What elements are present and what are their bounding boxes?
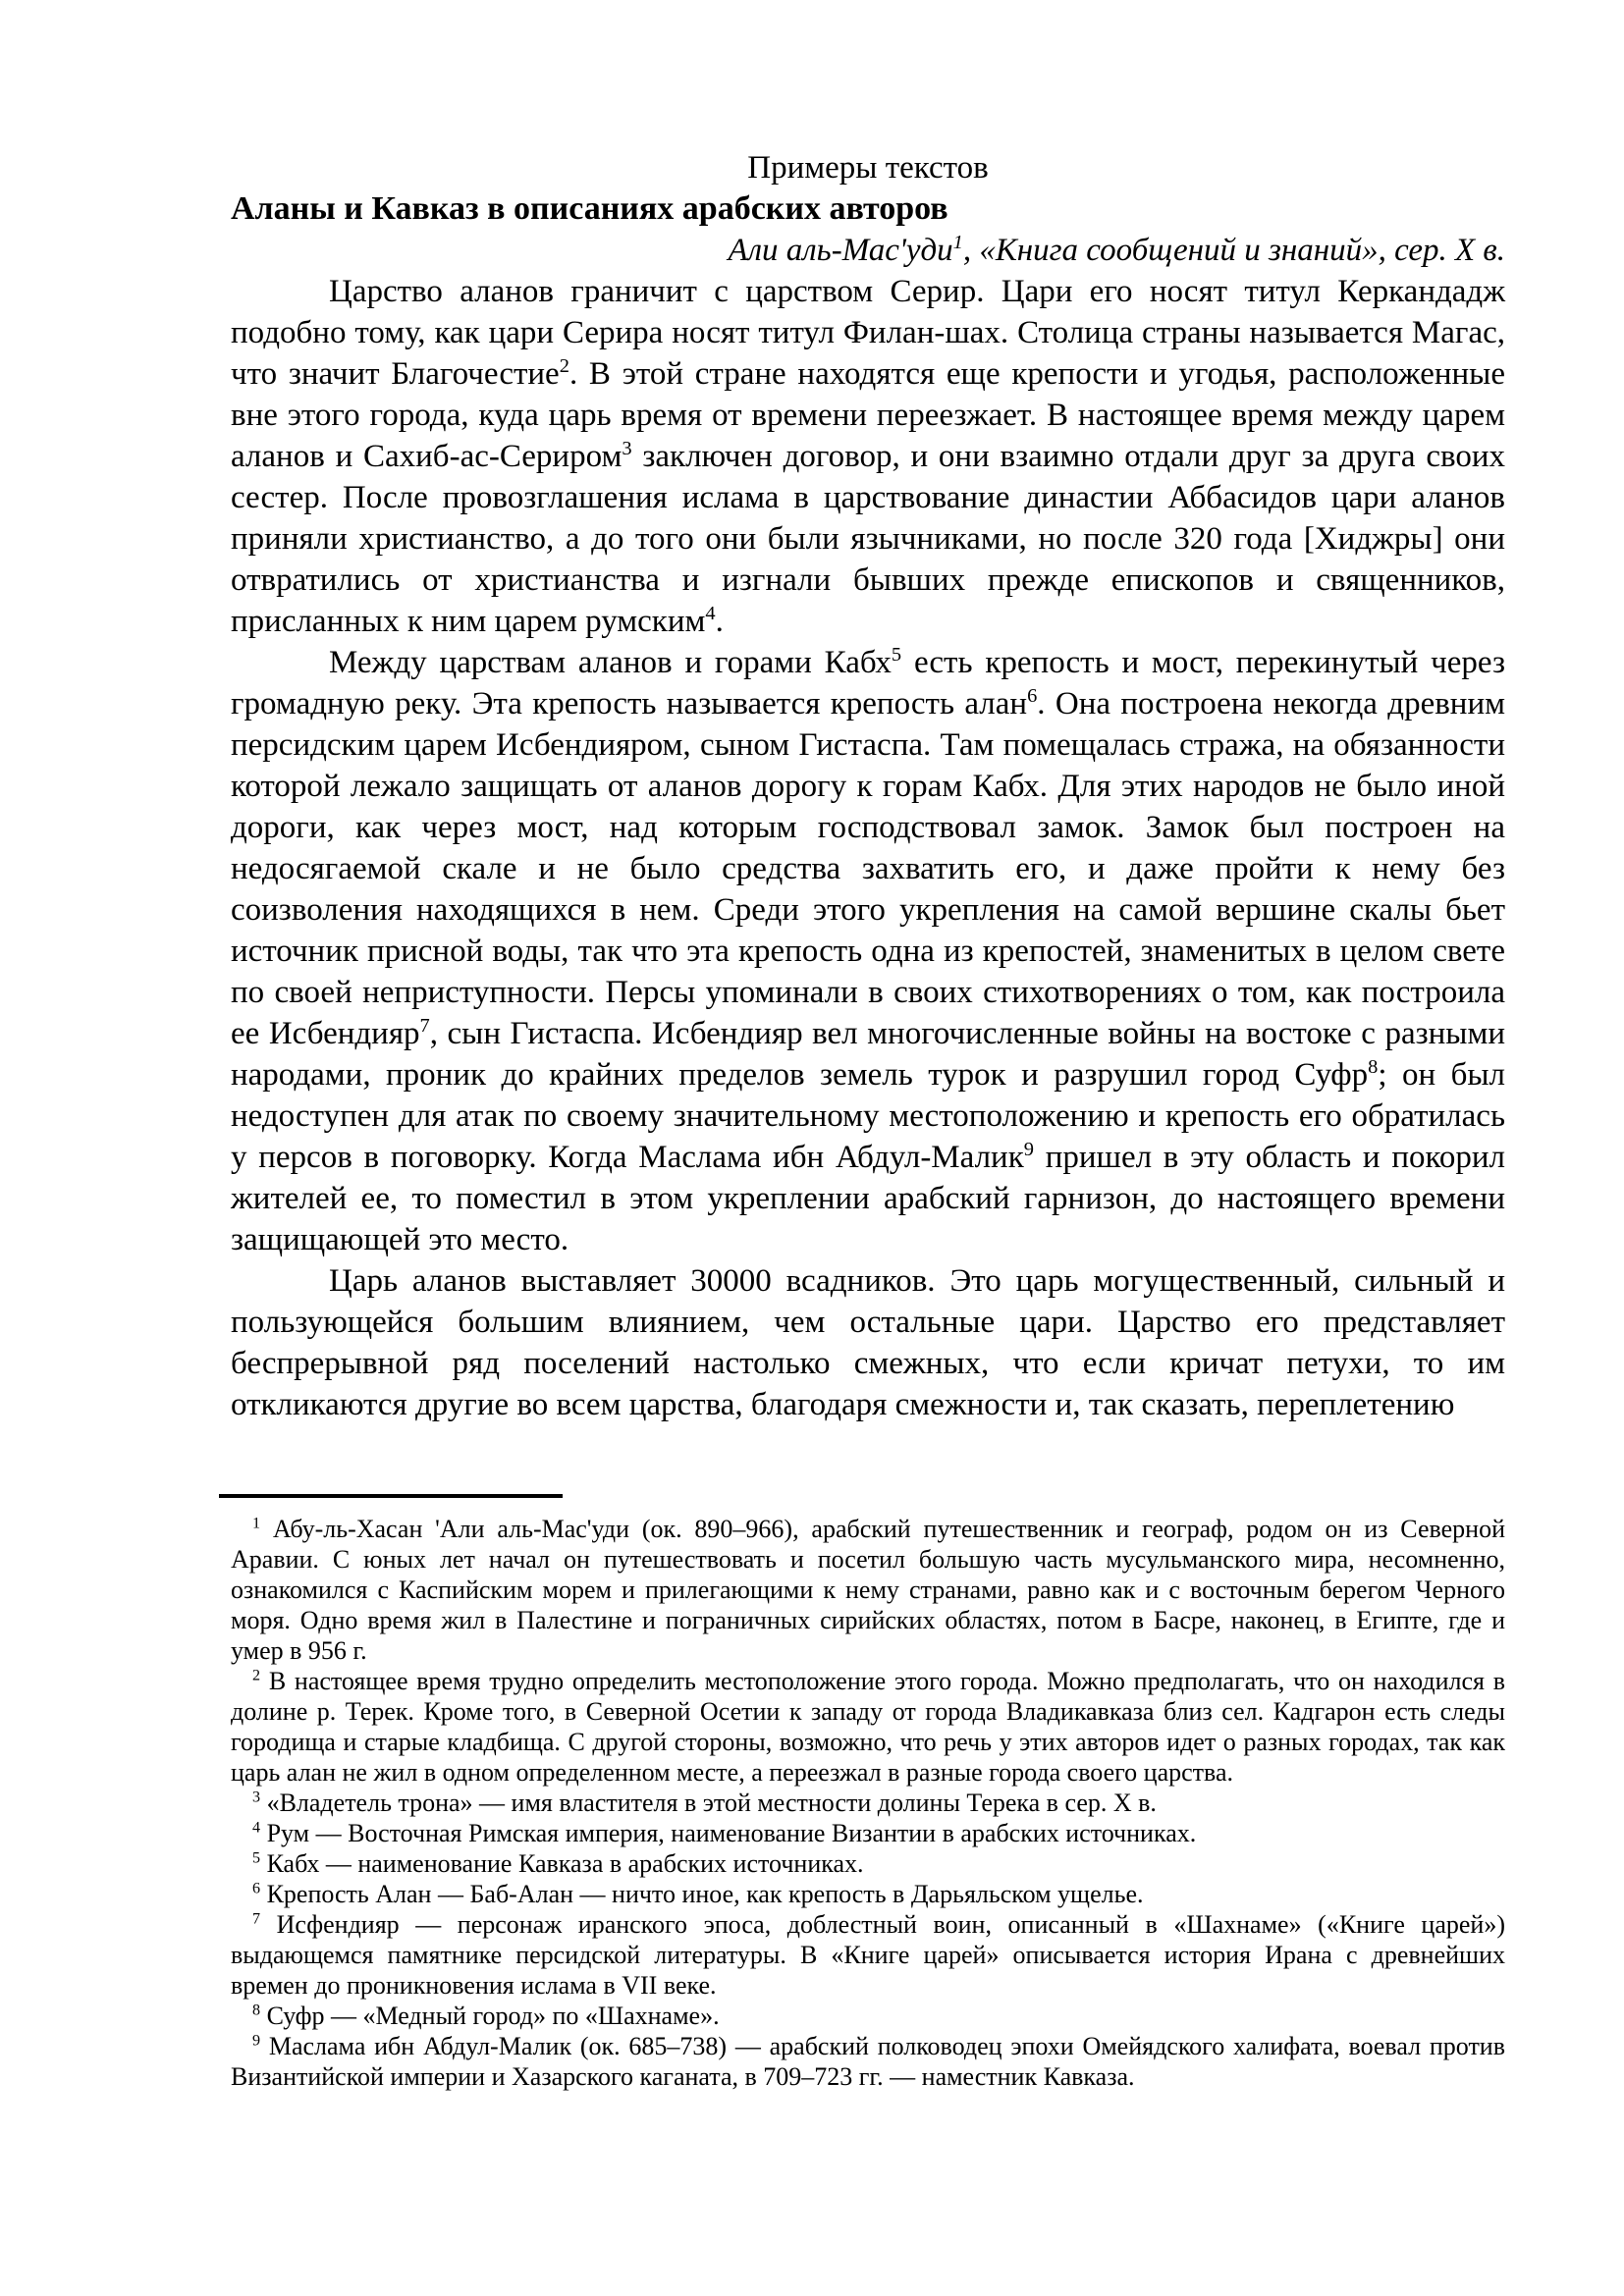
footnote-item: $^9$ Маслама ибн Абдул-Малик (ок. 685–738) — арабский полководец эпохи Омейядского халифата, воевал против Византийской империи и Хазарского каганата, в 709–723 гг. — наместник Кавказа. [231, 2032, 1505, 2091]
footnote-ref: 7 [419, 1015, 430, 1037]
footnote-item: $^6$ Крепость Алан — Баб-Алан — ничто иное, как крепость в Дарьяльском ущелье. [252, 1880, 1144, 1908]
footnote-number: 2 [252, 1667, 261, 1684]
footnote-ref: 1 [952, 232, 963, 253]
footnote-ref: 2 [559, 355, 569, 377]
body-paragraph-2: Между царствам аланов и горами Кабх$^5$ есть крепость и мост, перекинутый через громадную реку. Эта крепость называется крепость алан$^6$. Она построена некогда древним персидским царем Исбендияром, сыном Гистаспа. Там помещалась стража, на обязанности которой лежало защищать от аланов дорогу к горам Кабх. Для этих народов не было иной дороги, как через мост, над которым господствовал замок. Замок был построен на недосягаемой скале и не было средства захватить его, и даже пройти к нему без соизволения находящихся в нем. Среди этого укрепления на самой вершине скалы бьет источник присной воды, так что эта крепость одна из крепостей, знаменитых в целом свете по своей неприступности. Персы упоминали в своих стихотворениях о том, как построила ее Исбендияр$^7$, сын Гистаспа. Исбендияр вел многочисленные войны на востоке с разными народами, проник до крайних пределов земель турок и разрушил город Суфр$^8$; он был недоступен для атак по своему значительному местоположению и крепость его обратилась у персов в поговорку. Когда Маслама ибн Абдул-Малик$^9$ пришел в эту область и покорил жителей ее, то поместил в этом укреплении арабский гарнизон, до настоящего времени защищающей это место. [231, 644, 1506, 1257]
footnote-item: $^7$ Исфендияр — персонаж иранского эпоса, доблестный воин, описанный в «Шахнаме» («Книге царей») выдающемся памятнике персидской литературы. В «Книге царей» описывается история Ирана с древнейших времен до проникновения ислама в VII веке. [231, 1910, 1505, 2000]
footnote-ref: 5 [891, 644, 902, 666]
footnote-item: $^3$ «Владетель трона» — имя властителя в этой местности долины Терека в сер. X в. [252, 1789, 1157, 1817]
footnote-ref: 4 [705, 603, 716, 624]
section-heading: Аланы и Кавказ в описаниях арабских авторов [231, 190, 948, 227]
footnote-ref: 9 [1023, 1139, 1034, 1160]
page-title: Примеры текстов [747, 150, 989, 186]
footnote-number: 5 [252, 1849, 261, 1867]
footnote-number: 1 [252, 1515, 261, 1532]
footnote-ref: 8 [1368, 1056, 1379, 1078]
footnotes-section [231, 1494, 1505, 2092]
footnote-number: 9 [252, 2032, 261, 2050]
footnote-number: 7 [252, 1910, 261, 1928]
source-attribution: Али аль-Мас'уди$^1$, «Книга сообщений и знаний», сер. X в. [728, 232, 1505, 268]
body-paragraph-3: Царь аланов выставляет 30000 всадников. Это царь могущественный, сильный и пользующейся большим влиянием, чем остальные цари. Царство его представляет беспрерывной ряд поселений настолько смежных, что если кричат петухи, то им откликаются другие во всем царства, благодаря смежности и, так сказать, переплетению [231, 1263, 1505, 1422]
footnote-ref: 3 [622, 438, 632, 459]
document-body [231, 147, 1505, 1425]
footnote-separator [219, 1494, 563, 1498]
footnote-item: $^4$ Рум — Восточная Римская империя, наименование Византии в арабских источниках. [252, 1819, 1197, 1847]
footnote-ref: 6 [1027, 685, 1038, 707]
footnote-number: 6 [252, 1880, 261, 1897]
footnote-item: $^2$ В настоящее время трудно определить местоположение этого города. Можно предполагать, что он находился в долине р. Терек. Кроме того, в Северной Осетии к западу от города Владикавказа близ сел. Кадгарон есть следы городища и старые кладбища. С другой стороны, возможно, что речь у этих авторов идет о разных городах, так как царь алан не жил в одном определенном месте, а переезжал в разные города своего царства. [231, 1667, 1505, 1787]
footnote-number: 8 [252, 2002, 261, 2019]
footnote-item: $^8$ Суфр — «Медный город» по «Шахнаме». [252, 2002, 720, 2030]
body-paragraph-1: Царство аланов граничит с царством Серир. Цари его носят титул Керкандадж подобно тому, как цари Серира носят титул Филан-шах. Столица страны называется Магас, что значит Благочестие$^2$. В этой стране находятся еще крепости и угодья, расположенные вне этого города, куда царь время от времени переезжает. В настоящее время между царем аланов и Сахиб-ас-Сериром$^3$ заключен договор, и они взаимно отдали друг за друга своих сестер. После провозглашения ислама в царствование династии Аббасидов цари аланов приняли христианство, а до того они были язычниками, но после 320 года [Хиджры] они отвратились от христианства и изгнали бывших прежде епископов и священников, присланных к ним царем румским$^4$. [231, 274, 1505, 639]
footnotes-list [231, 1514, 1505, 2092]
footnote-item: $^1$ Абу-ль-Хасан 'Али аль-Мас'уди (ок. 890–966), арабский путешественник и географ, родом он из Северной Аравии. С юных лет начал он путешествовать и посетил большую часть мусульманского мира, несомненно, ознакомился с Каспийским морем и прилегающими к нему странами, равно как и с восточным берегом Черного моря. Одно время жил в Палестине и пограничных сирийских областях, потом в Басре, наконец, в Египте, где и умер в 956 г. [231, 1515, 1505, 1665]
footnote-item: $^5$ Кабх — наименование Кавказа в арабских источниках. [252, 1849, 864, 1878]
footnote-number: 3 [252, 1789, 261, 1806]
footnote-number: 4 [252, 1819, 261, 1837]
